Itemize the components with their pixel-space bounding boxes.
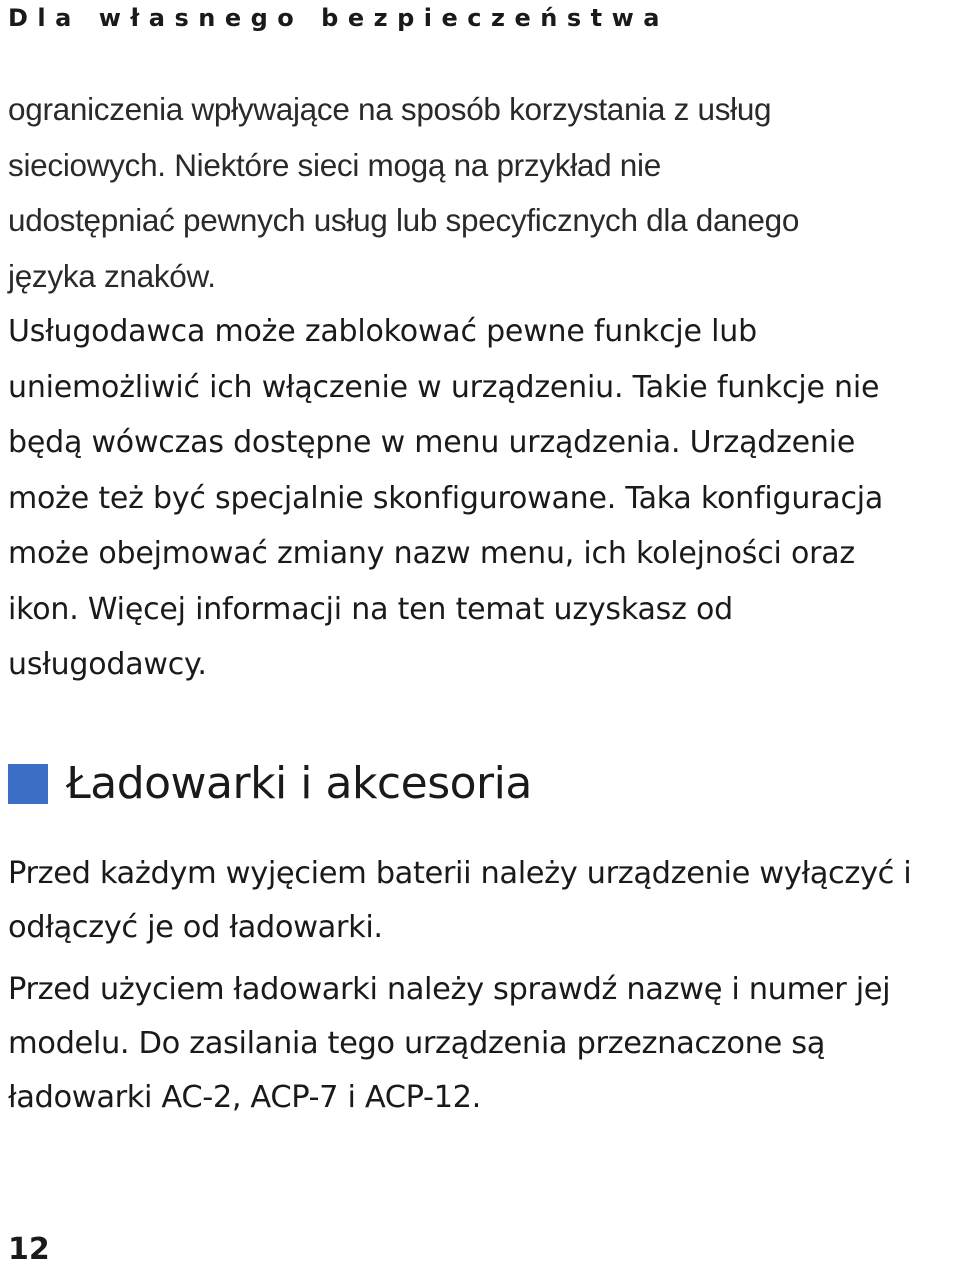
- intro-paragraph-network-limits: ograniczenia wpływające na sposób korzystania z usług sieciowych. Niektóre sieci mogą na przykład nie udostępniać pewnych usług lub specyficznych dla danego języka znaków.: [8, 91, 800, 294]
- section-paragraph-chargers: Przed użyciem ładowarki należy sprawdź nazwę i numer jej modelu. Do zasilania tego urządzenia przeznaczone są ładowarki AC-2, ACP-7 i ACP-12.: [8, 971, 891, 1115]
- page-content: [8, 82, 953, 1125]
- section-title: Ładowarki i akcesoria: [66, 758, 532, 809]
- intro-paragraph-provider-config: Usługodawca może zablokować pewne funkcje lub uniemożliwić ich włączenie w urządzeniu. Takie funkcje nie będą wówczas dostępne w menu urządzenia. Urządzenie może też być specjalnie skonfigurowane. Taka konfiguracja może obejmować zmiany nazw menu, ich kolejności oraz ikon. Więcej informacji na ten temat uzyskasz od usługodawcy.: [8, 314, 884, 682]
- section-body: [8, 847, 953, 1125]
- section-paragraph-battery: Przed każdym wyjęciem baterii należy urządzenie wyłączyć i odłączyć je od ładowarki.: [8, 855, 912, 945]
- section-heading: [8, 749, 953, 819]
- page-header-title: Dla własnego bezpieczeństwa: [8, 4, 669, 32]
- page-number: 12: [8, 1232, 50, 1267]
- square-bullet-icon: [8, 764, 48, 804]
